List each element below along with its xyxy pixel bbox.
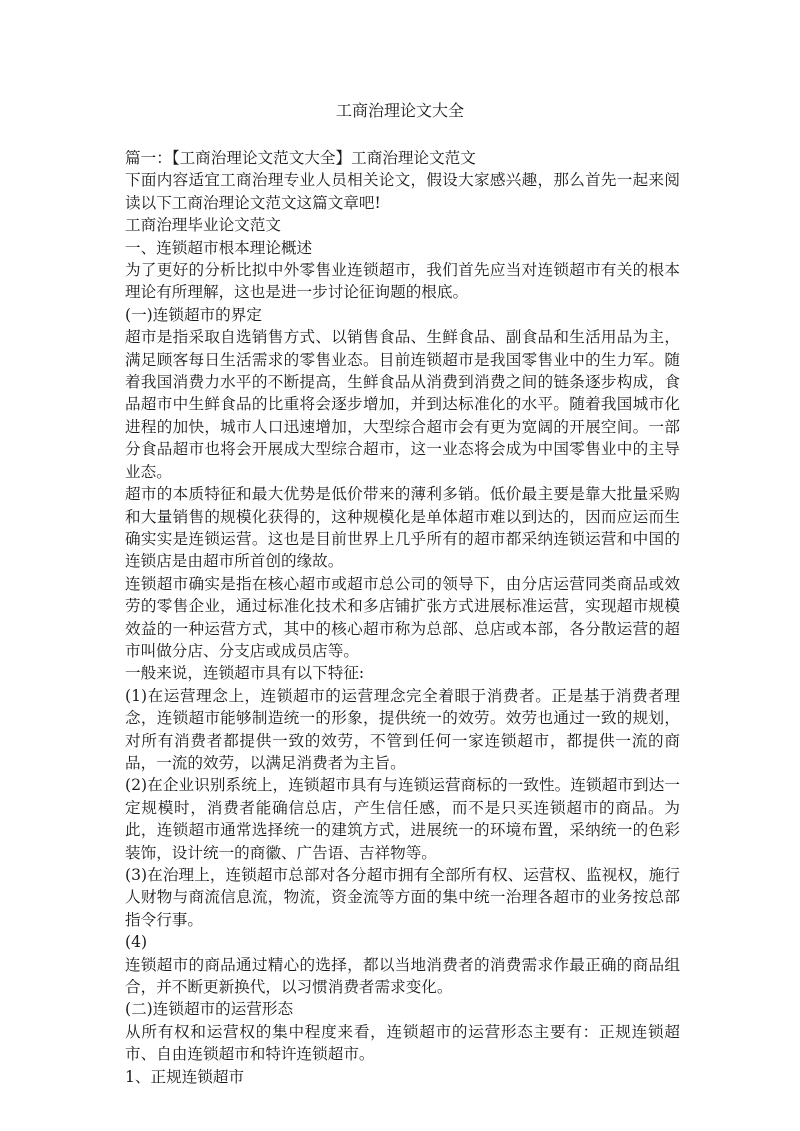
list-item: (3)在治理上，连锁超市总部对各分超市拥有全部所有权、运营权、监视权，施行人财物与商流信息流，物流，资金流等方面的集中统一治理各超市的业务按总部指令行事。 [125, 866, 680, 929]
paragraph: 超市的本质特征和最大优势是低价带来的薄利多销。低价最主要是靠大批量采购和大量销售的规模化获得的，这种规模化是单体超市难以到达的，因而应运而生确实实是连锁运营。这也是目前世界上几乎所有的超市都采纳连锁运营和中国的连锁店是由超市所首创的缘故。 [125, 485, 680, 571]
list-item: (2)在企业识别系统上，连锁超市具有与连锁运营商标的一致性。连锁超市到达一定规模时，消费者能确信总店，产生信任感，而不是只买连锁超市的商品。为此，连锁超市通常选择统一的建筑方式，进展统一的环境布置，采纳统一的色彩装饰，设计统一的商徽、广告语、吉祥物等。 [125, 776, 680, 862]
list-item: (4) [125, 933, 148, 952]
paragraph: 篇一：【工商治理论文范文大全】工商治理论文范文 [125, 149, 476, 167]
paragraph: 为了更好的分析比拟中外零售业连锁超市，我们首先应当对连锁超市有关的根本理论有所理解，这也是进一步讨论征询题的根底。 [125, 261, 680, 302]
document-title: 工商治理论文大全 [335, 101, 464, 120]
section-heading: (二)连锁超市的运营形态 [125, 1000, 294, 1019]
list-item: (1)在运营理念上，连锁超市的运营理念完全着眼于消费者。正是基于消费者理念，连锁超市能够制造统一的形象，提供统一的效劳。效劳也通过一致的规划，对所有消费者都提供一致的效劳，不管到任何一家连锁超市，都提供一流的商品，一流的效劳，以满足消费者为主旨。 [125, 686, 680, 772]
paragraph: 连锁超市的商品通过精心的选择，都以当地消费者的消费需求作最正确的商品组合，并不断更新换代，以习惯消费者需求变化。 [125, 955, 680, 997]
paragraph: 下面内容适宜工商治理专业人员相关论文，假设大家感兴趣，那么首先一起来阅读以下工商治理论文范文这篇文章吧! [125, 171, 680, 212]
section-heading: 工商治理毕业论文范文 [125, 216, 281, 235]
paragraph: 从所有权和运营权的集中程度来看，连锁超市的运营形态主要有：正规连锁超市、自由连锁超市和特许连锁超市。 [125, 1022, 680, 1064]
section-heading: 一、连锁超市根本理论概述 [125, 238, 313, 257]
paragraph: 超市是指采取自选销售方式、以销售食品、生鲜食品、副食品和生活用品为主，满足顾客每日生活需求的零售业态。目前连锁超市是我国零售业中的生力军。随着我国消费力水平的不断提高，生鲜食品从消费到消费之间的链条逐步构成，食品超市中生鲜食品的比重将会逐步增加，并到达标准化的水平。随着我国城市化进程的加快，城市人口迅速增加，大型综合超市会有更为宽阔的开展空间。一部分食品超市也将会开展成大型综合超市，这一业态将会成为中国零售业中的主导业态。 [125, 328, 680, 481]
document-body [125, 147, 680, 1088]
paragraph: 一般来说，连锁超市具有以下特征: [125, 664, 365, 683]
paragraph: 连锁超市确实是指在核心超市或超市总公司的领导下，由分店运营同类商品或效劳的零售企业，通过标准化技术和多店铺扩张方式进展标准运营，实现超市规模效益的一种运营方式，其中的核心超市称为总部、总店或本部，各分散运营的超市叫做分店、分支店或成员店等。 [125, 574, 680, 660]
section-heading: 1、正规连锁超市 [125, 1067, 245, 1086]
section-heading: (一)连锁超市的界定 [125, 305, 262, 324]
